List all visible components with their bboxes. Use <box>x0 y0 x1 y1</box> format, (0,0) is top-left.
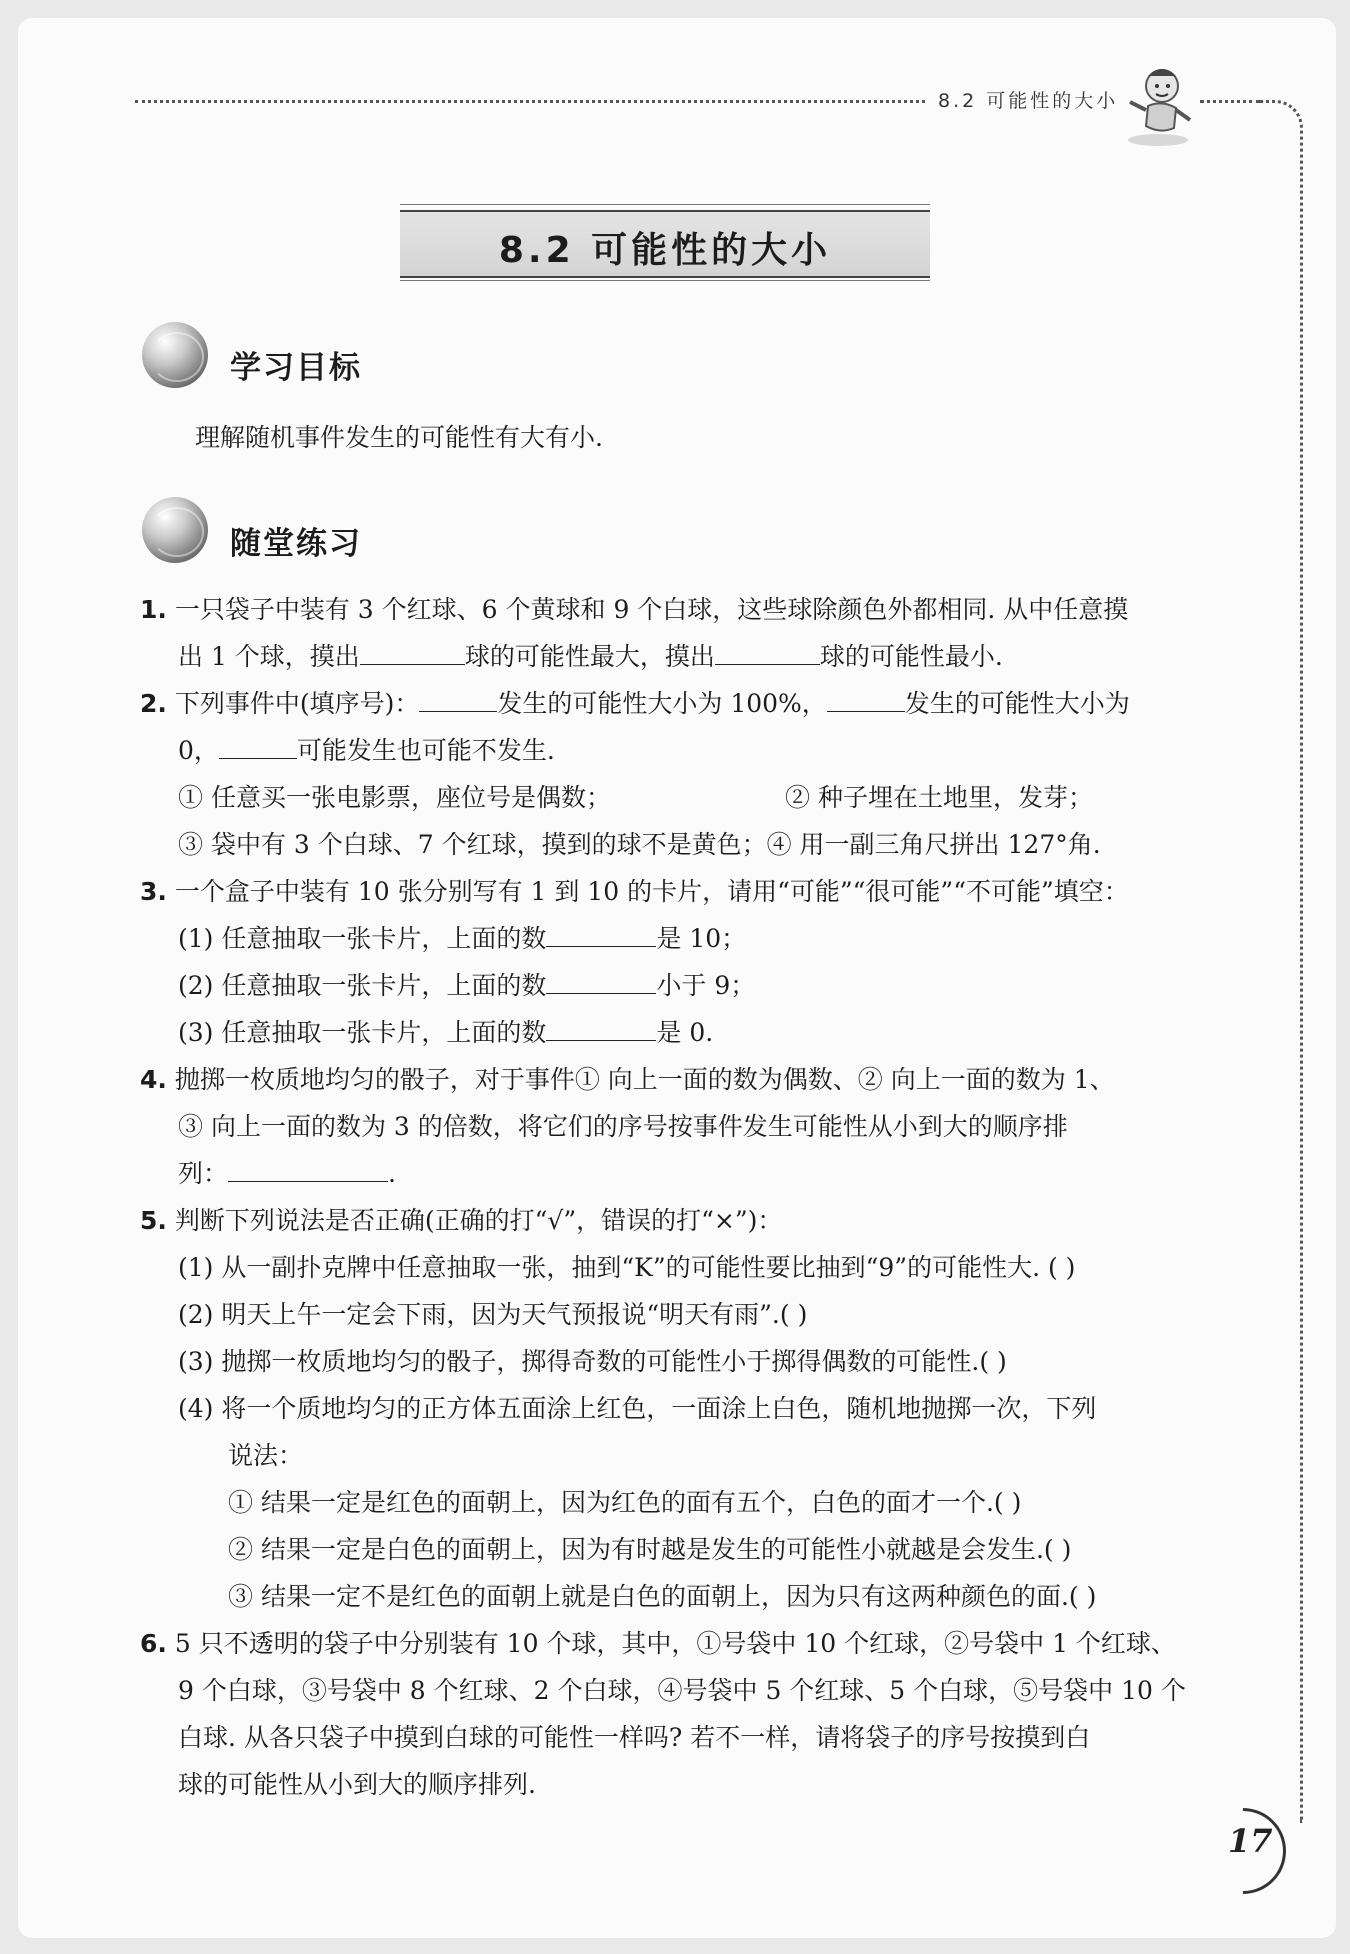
answer-blank[interactable] <box>219 734 297 759</box>
question-5-choice-2: ② 结果一定是白色的面朝上，因为有时越是发生的可能性小就越是会发生.( ) <box>228 1535 1072 1564</box>
question-number: 2. <box>140 689 167 718</box>
question-1-line-2: 出 1 个球，摸出 球的可能性最大，摸出 球的可能性最小. <box>178 642 1003 671</box>
question-2-option-2: ② 种子埋在土地里，发芽； <box>785 783 1093 812</box>
globe-icon <box>142 322 208 388</box>
question-3-item-1: (1) 任意抽取一张卡片，上面的数 是 10； <box>178 924 747 953</box>
objectives-text: 理解随机事件发生的可能性有大有小. <box>195 423 603 452</box>
question-2-option-3: ③ 袋中有 3 个白球、7 个红球，摸到的球不是黄色；④ 用一副三角尺拼出 127°角. <box>178 830 1101 859</box>
question-3-item-3: (3) 任意抽取一张卡片，上面的数 是 0. <box>178 1018 714 1047</box>
globe-icon <box>142 497 208 563</box>
answer-blank[interactable] <box>546 922 656 947</box>
section-heading-objectives: 学习目标 <box>230 350 362 386</box>
title-rule-top <box>400 204 930 205</box>
answer-blank[interactable] <box>827 687 905 712</box>
answer-blank[interactable] <box>715 640 820 665</box>
question-5-choice-3: ③ 结果一定不是红色的面朝上就是白色的面朝上，因为只有这两种颜色的面.( ) <box>228 1582 1097 1611</box>
mascot-icon <box>1118 58 1200 148</box>
question-number: 6. <box>140 1629 167 1658</box>
question-3-line-1: 3. 一个盒子中装有 10 张分别写有 1 到 10 的卡片，请用“可能”“很可能”“不可能”填空： <box>140 877 1129 906</box>
question-1-line-1: 1. 一只袋子中装有 3 个红球、6 个黄球和 9 个白球，这些球除颜色外都相同. 从中任意摸 <box>140 595 1129 624</box>
answer-blank[interactable] <box>546 969 656 994</box>
question-3-item-2: (2) 任意抽取一张卡片，上面的数 小于 9； <box>178 971 756 1000</box>
question-5-item-2: (2) 明天上午一定会下雨，因为天气预报说“明天有雨”.( ) <box>178 1300 808 1329</box>
question-4-line-1: 4. 抛掷一枚质地均匀的骰子，对于事件① 向上一面的数为偶数、② 向上一面的数为 1、 <box>140 1065 1115 1094</box>
question-5-item-4: (4) 将一个质地均匀的正方体五面涂上红色，一面涂上白色，随机地抛掷一次，下列 <box>178 1394 1097 1423</box>
question-5-choice-1: ① 结果一定是红色的面朝上，因为红色的面有五个，白色的面才一个.( ) <box>228 1488 1022 1517</box>
question-2-option-1: ① 任意买一张电影票，座位号是偶数； <box>178 783 611 812</box>
answer-parentheses[interactable]: ( ) <box>1047 1253 1076 1282</box>
title-rule-bottom <box>400 280 930 281</box>
header-dotted-line <box>135 100 925 103</box>
answer-parentheses[interactable]: ( ) <box>1068 1582 1097 1611</box>
header-dotted-line-right <box>1200 100 1260 103</box>
page-title: 8.2 可能性的大小 <box>498 230 832 271</box>
answer-parentheses[interactable]: ( ) <box>1043 1535 1072 1564</box>
answer-parentheses[interactable]: ( ) <box>993 1488 1022 1517</box>
margin-dotted-border <box>1260 100 1303 1823</box>
question-5-item-3: (3) 抛掷一枚质地均匀的骰子，掷得奇数的可能性小于掷得偶数的可能性.( ) <box>178 1347 1007 1376</box>
question-5-item-4-cont: 说法： <box>228 1441 304 1470</box>
answer-parentheses[interactable]: ( ) <box>979 1347 1007 1376</box>
answer-blank[interactable] <box>360 640 465 665</box>
page-number: 17 <box>1228 1822 1273 1860</box>
question-number: 3. <box>140 877 167 906</box>
answer-blank[interactable] <box>546 1016 656 1041</box>
question-2-line-1: 2. 下列事件中(填序号)： 发生的可能性大小为 100%， 发生的可能性大小为 <box>140 689 1130 718</box>
question-6-line-1: 6. 5 只不透明的袋子中分别装有 10 个球，其中，①号袋中 10 个红球，②号袋中 1 个红球、 <box>140 1629 1176 1658</box>
answer-blank[interactable] <box>419 687 497 712</box>
question-5-item-1: (1) 从一副扑克牌中任意抽取一张，抽到“K”的可能性要比抽到“9”的可能性大. ( ) <box>178 1253 1076 1282</box>
question-number: 4. <box>140 1065 167 1094</box>
answer-parentheses[interactable]: ( ) <box>779 1300 808 1329</box>
question-number: 5. <box>140 1206 167 1235</box>
header-section-ref: 8.2 可能性的大小 <box>938 90 1119 112</box>
question-4-line-2: ③ 向上一面的数为 3 的倍数，将它们的序号按事件发生可能性从小到大的顺序排 <box>178 1112 1068 1141</box>
question-6-line-3: 白球. 从各只袋子中摸到白球的可能性一样吗? 若不一样，请将袋子的序号按摸到白 <box>178 1723 1091 1752</box>
question-6-line-4: 球的可能性从小到大的顺序排列. <box>178 1770 536 1799</box>
question-4-line-3: 列： . <box>178 1159 396 1188</box>
answer-blank[interactable] <box>228 1157 388 1182</box>
section-heading-practice: 随堂练习 <box>230 526 362 562</box>
question-number: 1. <box>140 595 167 624</box>
question-6-line-2: 9 个白球，③号袋中 8 个红球、2 个白球，④号袋中 5 个红球、5 个白球，⑤号袋中 10 个 <box>178 1676 1186 1705</box>
question-5-line-1: 5. 判断下列说法是否正确(正确的打“√”，错误的打“×”)： <box>140 1206 783 1235</box>
question-2-line-2: 0， 可能发生也可能不发生. <box>178 736 555 765</box>
